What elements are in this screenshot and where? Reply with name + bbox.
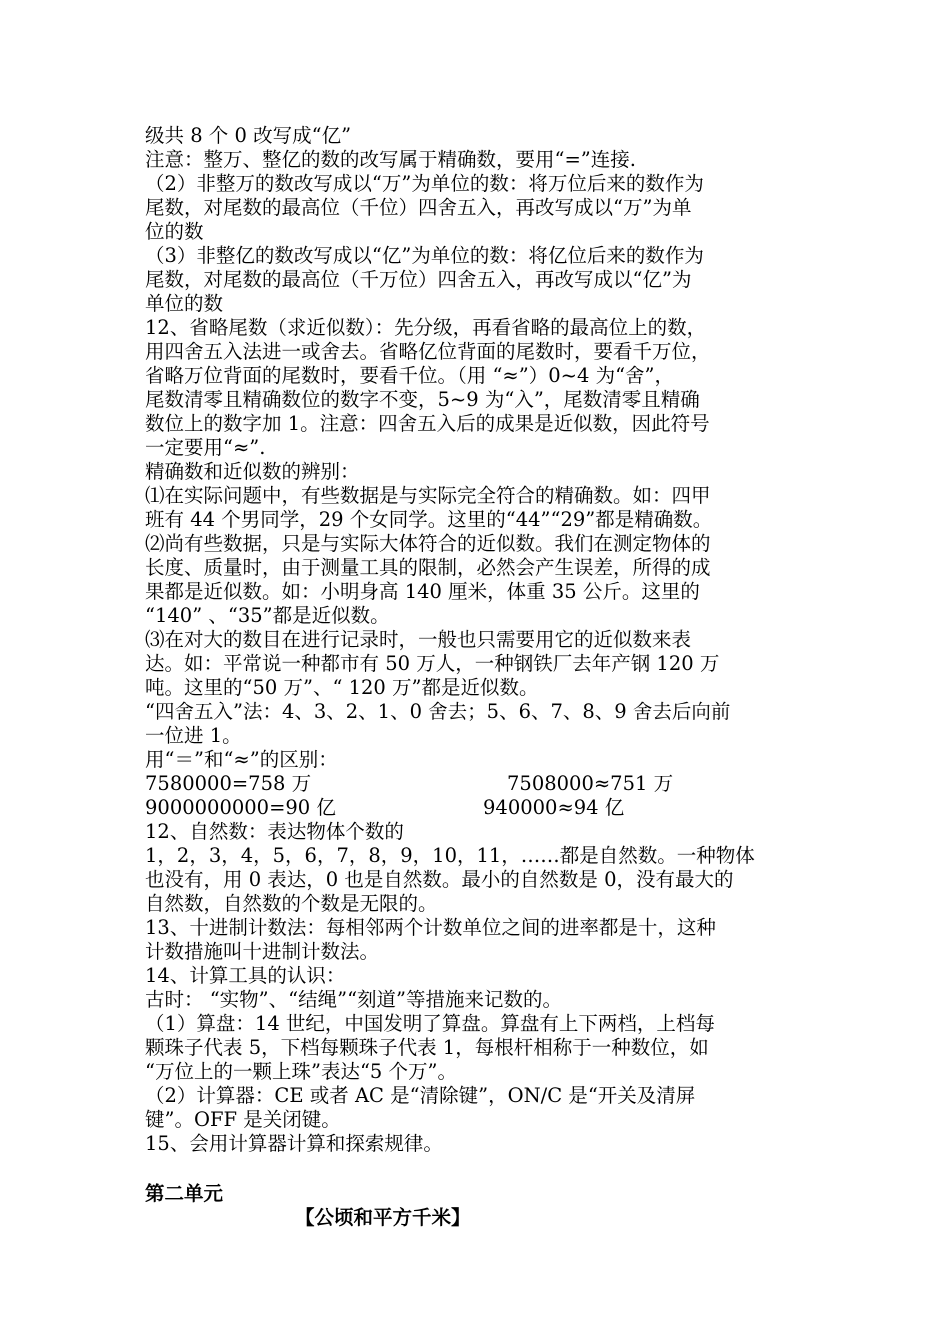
compare-exact-1: 7580000=758 万 — [145, 772, 312, 795]
text-line: 13、十进制计数法：每相邻两个计数单位之间的进率都是十，这种 — [145, 916, 716, 939]
compare-approx-2: 940000≈94 亿 — [483, 796, 625, 819]
text-line: 自然数，自然数的个数是无限的。 — [145, 892, 438, 915]
text-line: 班有 44 个男同学，29 个女同学。这里的“44”“29”都是精确数。 — [145, 508, 713, 531]
compare-row-2 — [145, 796, 815, 820]
text-line: 尾数，对尾数的最高位（千位）四舍五入，再改写成以“万”为单 — [145, 196, 692, 219]
text-line: （2）非整万的数改写成以“万”为单位的数：将万位后来的数作为 — [145, 172, 704, 195]
compare-row-1 — [145, 772, 815, 796]
text-line: 尾数，对尾数的最高位（千万位）四舍五入，再改写成以“亿”为 — [145, 268, 692, 291]
text-line: 吨。这里的“50 万”、“ 120 万”都是近似数。 — [145, 676, 539, 699]
text-line: 一位进 1。 — [145, 724, 242, 747]
text-line: “万位上的一颗上珠”表达“5 个万”。 — [145, 1060, 457, 1083]
text-line: 数位上的数字加 1。注意：四舍五入后的成果是近似数，因此符号 — [145, 412, 710, 435]
text-line: 12、自然数：表达物体个数的 — [145, 820, 404, 843]
document-body — [145, 124, 815, 1229]
text-line: 省略万位背面的尾数时，要看千位。（用 “≈”）0~4 为“舍”， — [145, 364, 675, 387]
compare-approx-1: 7508000≈751 万 — [507, 772, 674, 795]
text-line: 注意：整万、整亿的数的改写属于精确数，要用“=”连接. — [145, 148, 636, 171]
text-line: 古时： “实物”、“结绳”“刻道”等措施来记数的。 — [145, 988, 563, 1011]
text-line: 果都是近似数。如：小明身高 140 厘米，体重 35 公斤。这里的 — [145, 580, 700, 603]
unit-title: 第二单元 — [145, 1182, 224, 1205]
text-line: 颗珠子代表 5，下档每颗珠子代表 1，每根杆相称于一种数位，如 — [145, 1036, 709, 1059]
text-block-natural-numbers — [145, 820, 815, 1156]
text-line: 精确数和近似数的辨别： — [145, 460, 360, 483]
text-line: 单位的数 — [145, 292, 224, 315]
text-line: 位的数 — [145, 220, 204, 243]
text-line: 14、计算工具的认识： — [145, 964, 346, 987]
text-line: ⑶在对大的数目在进行记录时，一般也只需要用它的近似数来表 — [145, 628, 692, 651]
text-line: 用“＝”和“≈”的区别： — [145, 748, 338, 771]
text-line: （2）计算器：CE 或者 AC 是“清除键”，ON/C 是“开关及清屏 — [145, 1084, 696, 1107]
text-line: 达。如：平常说一种都市有 50 万人，一种钢铁厂去年产钢 120 万 — [145, 652, 720, 675]
text-line: ⑵尚有些数据，只是与实际大体符合的近似数。我们在测定物体的 — [145, 532, 711, 555]
text-line: 12、省略尾数（求近似数）：先分级，再看省略的最高位上的数， — [145, 316, 707, 339]
compare-exact-2: 9000000000=90 亿 — [145, 796, 336, 819]
text-line: 一定要用“≈”. — [145, 436, 266, 459]
text-line: 长度、质量时，由于测量工具的限制，必然会产生误差，所得的成 — [145, 556, 711, 579]
text-line: ⑴在实际问题中，有些数据是与实际完全符合的精确数。如：四甲 — [145, 484, 711, 507]
text-line: 用四舍五入法进一或舍去。省略亿位背面的尾数时，要看千万位， — [145, 340, 711, 363]
section-heading — [145, 1158, 815, 1229]
text-line: 级共 8 个 0 改写成“亿” — [145, 124, 352, 147]
text-line: 尾数清零且精确数位的数字不变，5~9 为“入”，尾数清零且精确 — [145, 388, 700, 411]
unit-topic: 【公顷和平方千米】 — [295, 1206, 471, 1229]
text-line: 计数措施叫十进制计数法。 — [145, 940, 380, 963]
text-line: “四舍五入”法：4、3、2、1、0 舍去；5、6、7、8、9 舍去后向前 — [145, 700, 731, 723]
text-block-rounding — [145, 124, 815, 772]
text-line: （1）算盘：14 世纪，中国发明了算盘。算盘有上下两档，上档每 — [145, 1012, 715, 1035]
text-line: 也没有，用 0 表达，0 也是自然数。最小的自然数是 0，没有最大的 — [145, 868, 734, 891]
text-line: “140” 、“35”都是近似数。 — [145, 604, 390, 627]
text-line: （3）非整亿的数改写成以“亿”为单位的数：将亿位后来的数作为 — [145, 244, 704, 267]
text-line: 15、会用计算器计算和探索规律。 — [145, 1132, 443, 1155]
text-line: 键”。OFF 是关闭键。 — [145, 1108, 341, 1131]
text-line: 1，2，3，4，5，6，7，8，9，10，11，……都是自然数。一种物体 — [145, 844, 755, 867]
